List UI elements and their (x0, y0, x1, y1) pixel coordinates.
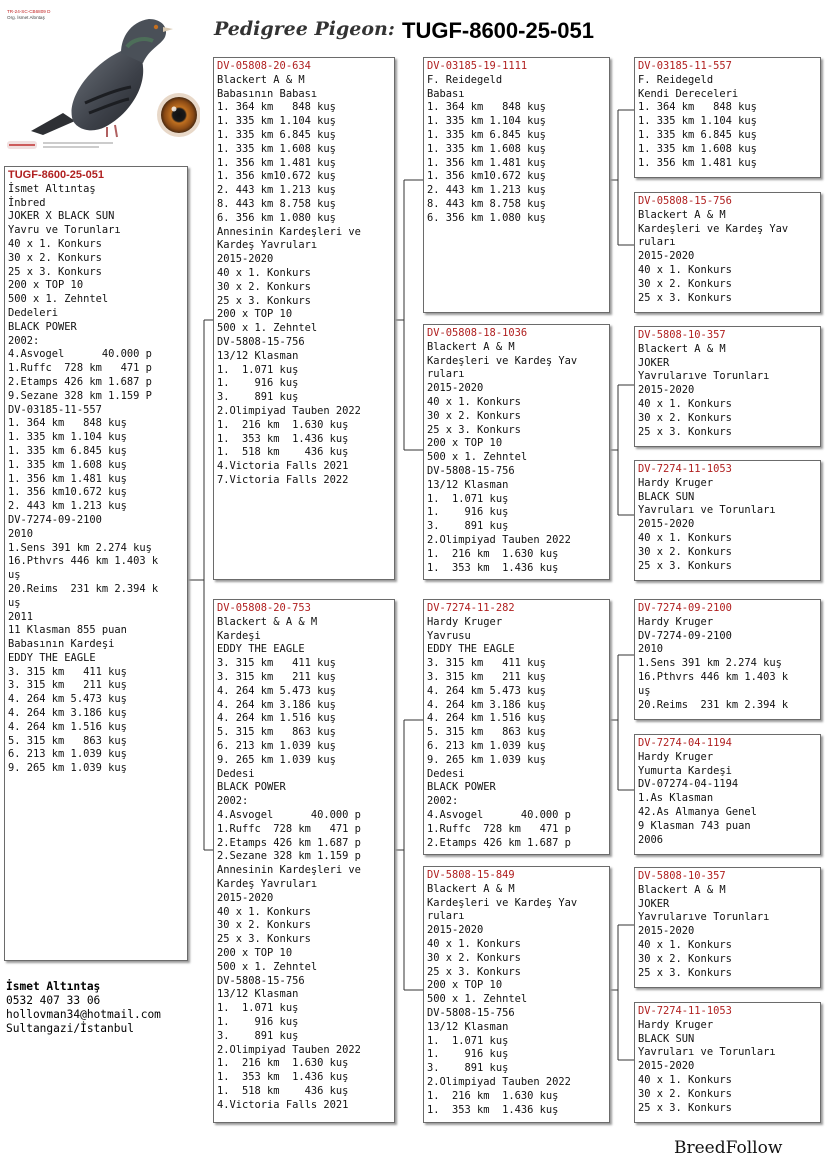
detail-line: Blackert A & M (427, 340, 515, 353)
detail-line: 2015-2020 (638, 250, 695, 263)
detail-line: BLACK POWER (427, 781, 496, 794)
detail-line: 2015-2020 (638, 925, 695, 938)
dam-card (213, 599, 395, 1123)
detail-line: 4.Asvogel 40.000 p (217, 808, 361, 821)
detail-line: 1. 364 km 848 kuş (427, 101, 546, 114)
detail-line: İnbred (8, 196, 46, 209)
sire-sire-dam-details (638, 209, 817, 306)
dam-dam-sire-ring-number: DV-5808-10-357 (638, 870, 726, 882)
detail-line: 40 x 1. Konkurs (638, 397, 732, 410)
detail-line: 1. 364 km 848 kuş (8, 417, 127, 430)
owner-contact (6, 980, 161, 1036)
dam-dam-dam-details (638, 1019, 817, 1116)
sire-sire-card (423, 57, 610, 313)
detail-line: Annesinin Kardeşleri ve (217, 225, 361, 238)
detail-line: 30 x 2. Konkurs (638, 545, 732, 558)
detail-line: BLACK POWER (8, 320, 77, 333)
detail-line: 2010 (8, 527, 34, 540)
detail-line: 1. 356 km10.672 kuş (427, 170, 546, 183)
subject-details (8, 183, 184, 776)
detail-line: DV-5808-15-756 (217, 335, 305, 348)
detail-line: 40 x 1. Konkurs (427, 395, 521, 408)
detail-line: JOKER X BLACK SUN (8, 210, 115, 223)
detail-line: 4. 264 km 5.473 kuş (217, 684, 336, 697)
detail-line: Babasının Kardeşi (8, 638, 115, 651)
dam-dam-dam-card (634, 1002, 821, 1123)
detail-line: 13/12 Klasman (217, 349, 299, 362)
detail-line: EDDY THE EAGLE (427, 643, 515, 656)
detail-line: 1. 916 kuş (427, 1048, 509, 1061)
detail-line: 9 Klasman 743 puan (638, 819, 751, 832)
detail-line: 500 x 1. Zehntel (8, 293, 109, 306)
detail-line: Babası (427, 87, 465, 100)
detail-line: 2015-2020 (217, 253, 274, 266)
detail-line: 500 x 1. Zehntel (217, 322, 318, 335)
detail-line: 3. 891 kuş (427, 1062, 509, 1075)
detail-line: 1. 335 km 1.104 kuş (638, 115, 757, 128)
detail-line: Yavru ve Torunları (8, 224, 121, 237)
detail-line: DV-7274-09-2100 (638, 629, 732, 642)
detail-line: DV-5808-15-756 (427, 464, 515, 477)
detail-line: 2.Etamps 426 km 1.687 p (8, 375, 152, 388)
detail-line: 2.Olimpiyad Tauben 2022 (427, 533, 571, 546)
detail-line: 1. 335 km 1.608 kuş (427, 142, 546, 155)
detail-line: 1. 335 km 1.104 kuş (427, 115, 546, 128)
detail-line: 4. 264 km 5.473 kuş (427, 684, 546, 697)
sire-dam-dam-card (634, 460, 821, 581)
detail-line: 1. 335 km 1.608 kuş (217, 142, 336, 155)
detail-line: BLACK SUN (638, 1032, 695, 1045)
detail-line: 40 x 1. Konkurs (638, 263, 732, 276)
detail-line: 3. 315 km 411 kuş (8, 665, 127, 678)
detail-line: Yavrularıve Torunları (638, 370, 770, 383)
detail-line: 30 x 2. Konkurs (638, 277, 732, 290)
detail-line: Hardy Kruger (638, 1018, 714, 1031)
detail-line: Dedesi (427, 767, 465, 780)
photo-caption-line: TR-24-SC-CB6809 D (7, 9, 51, 14)
detail-line: 40 x 1. Konkurs (638, 938, 732, 951)
sire-sire-sire-ring-number: DV-03185-11-557 (638, 60, 732, 72)
detail-line: 2.Sezane 328 km 1.159 p (217, 850, 361, 863)
dam-sire-dam-ring-number: DV-7274-04-1194 (638, 737, 732, 749)
detail-line: Yavruları ve Torunları (638, 504, 776, 517)
detail-line: İsmet Altıntaş (8, 182, 96, 195)
detail-line: Kardeş Yavruları (217, 239, 318, 252)
detail-line: Blackert A & M (638, 883, 726, 896)
detail-line: 1. 518 km 436 kuş (217, 446, 349, 459)
detail-line: 6. 213 km 1.039 kuş (8, 748, 127, 761)
detail-line: 1. 335 km 1.104 kuş (8, 431, 127, 444)
owner-location: Sultangazi/İstanbul (6, 1022, 134, 1035)
dam-dam-details (427, 883, 606, 1118)
dam-details (217, 616, 391, 1113)
sire-dam-ring-number: DV-05808-18-1036 (427, 327, 528, 339)
detail-line: 1. 335 km 1.608 kuş (8, 458, 127, 471)
owner-phone: 0532 407 33 06 (6, 994, 101, 1007)
detail-line: 200 x TOP 10 (427, 979, 503, 992)
detail-line: 3. 315 km 211 kuş (427, 670, 546, 683)
detail-line: 13/12 Klasman (427, 478, 509, 491)
detail-line: 1.Sens 391 km 2.274 kuş (8, 541, 152, 554)
detail-line: 2.Olimpiyad Tauben 2022 (427, 1075, 571, 1088)
detail-line: 4. 264 km 1.516 kuş (427, 712, 546, 725)
sire-details (217, 74, 391, 488)
subject-pigeon-card (4, 166, 188, 961)
detail-line: 2. 443 km 1.213 kuş (427, 184, 546, 197)
sire-dam-details (427, 341, 606, 576)
detail-line: 1. 364 km 848 kuş (217, 101, 336, 114)
detail-line: 2.Olimpiyad Tauben 2022 (217, 1043, 361, 1056)
detail-line: 1. 353 km 1.436 kuş (427, 1103, 559, 1116)
detail-line: 40 x 1. Konkurs (638, 531, 732, 544)
detail-line: Dedesi (217, 767, 255, 780)
photo-caption-line: Org. İsmet Altıntaş (7, 15, 45, 20)
detail-line: uş (8, 596, 21, 609)
title-ring-number: TUGF-8600-25-051 (402, 18, 594, 43)
detail-line: DV-5808-15-756 (217, 974, 305, 987)
detail-line: Kardeşleri ve Kardeş Yav (427, 354, 578, 367)
detail-line: 500 x 1. Zehntel (427, 993, 528, 1006)
dam-sire-card (423, 599, 610, 855)
detail-line: EDDY THE EAGLE (217, 643, 305, 656)
detail-line: Kardeş Yavruları (217, 877, 318, 890)
detail-line: 1. 356 km 1.481 kuş (217, 156, 336, 169)
detail-line: Hardy Kruger (427, 615, 503, 628)
detail-line: ruları (427, 368, 465, 381)
detail-line: BLACK SUN (638, 490, 695, 503)
detail-line: 6. 213 km 1.039 kuş (427, 739, 546, 752)
detail-line: ruları (427, 910, 465, 923)
detail-line: 40 x 1. Konkurs (427, 937, 521, 950)
detail-line: 1.As Klasman (638, 792, 714, 805)
sire-dam-sire-details (638, 343, 817, 440)
detail-line: 4. 264 km 3.186 kuş (8, 707, 127, 720)
detail-line: 25 x 3. Konkurs (638, 425, 732, 438)
sire-sire-details (427, 74, 606, 226)
detail-line: 200 x TOP 10 (8, 279, 84, 292)
detail-line: 2002: (427, 795, 459, 808)
dam-sire-details (427, 616, 606, 851)
sire-sire-dam-card (634, 192, 821, 313)
photo-caption (7, 9, 59, 21)
detail-line: 9. 265 km 1.039 kuş (217, 753, 336, 766)
detail-line: 30 x 2. Konkurs (427, 951, 521, 964)
detail-line: 1. 356 km 1.481 kuş (8, 472, 127, 485)
detail-line: 500 x 1. Zehntel (427, 451, 528, 464)
detail-line: 1. 216 km 1.630 kuş (427, 547, 559, 560)
dam-dam-dam-ring-number: DV-7274-11-1053 (638, 1005, 732, 1017)
detail-line: 2011 (8, 610, 34, 623)
detail-line: 4.Victoria Falls 2021 (217, 460, 349, 473)
detail-line: Kendi Dereceleri (638, 87, 739, 100)
detail-line: 2002: (217, 795, 249, 808)
detail-line: 1. 335 km 6.845 kuş (8, 444, 127, 457)
detail-line: 1. 364 km 848 kuş (638, 101, 757, 114)
detail-line: 30 x 2. Konkurs (638, 411, 732, 424)
detail-line: 30 x 2. Konkurs (638, 1087, 732, 1100)
detail-line: 13/12 Klasman (427, 1020, 509, 1033)
detail-line: F. Reidegeld (638, 73, 714, 86)
detail-line: 3. 315 km 411 kuş (427, 657, 546, 670)
detail-line: 1. 353 km 1.436 kuş (217, 432, 349, 445)
detail-line: 40 x 1. Konkurs (217, 266, 311, 279)
detail-line: 3. 891 kuş (427, 520, 509, 533)
detail-line: ruları (638, 236, 676, 249)
detail-line: 1. 335 km 6.845 kuş (427, 128, 546, 141)
sire-dam-dam-details (638, 477, 817, 574)
detail-line: 1. 356 km 1.481 kuş (427, 156, 546, 169)
detail-line: 1. 335 km 1.104 kuş (217, 115, 336, 128)
detail-line: 2015-2020 (638, 384, 695, 397)
detail-line: DV-7274-09-2100 (8, 513, 102, 526)
detail-line: 1. 1.071 kuş (427, 1034, 509, 1047)
detail-line: 25 x 3. Konkurs (217, 294, 311, 307)
detail-line: 1. 356 km 1.481 kuş (638, 156, 757, 169)
sire-sire-sire-card (634, 57, 821, 178)
sire-dam-card (423, 324, 610, 580)
detail-line: 200 x TOP 10 (217, 308, 293, 321)
detail-line: 2006 (638, 833, 664, 846)
dam-sire-sire-card (634, 599, 821, 720)
detail-line: 2015-2020 (638, 1060, 695, 1073)
sire-card (213, 57, 395, 580)
detail-line: 2.Etamps 426 km 1.687 p (217, 836, 361, 849)
detail-line: 8. 443 km 8.758 kuş (217, 197, 336, 210)
detail-line: 1. 216 km 1.630 kuş (427, 1089, 559, 1102)
detail-line: 3. 891 kuş (217, 391, 299, 404)
detail-line: 1. 335 km 1.608 kuş (638, 142, 757, 155)
detail-line: 1. 356 km10.672 kuş (8, 486, 127, 499)
detail-line: 11 Klasman 855 puan (8, 624, 127, 637)
detail-line: Yumurta Kardeşi (638, 764, 732, 777)
sire-sire-dam-ring-number: DV-05808-15-756 (638, 195, 732, 207)
detail-line: 6. 356 km 1.080 kuş (217, 211, 336, 224)
detail-line: Dedeleri (8, 306, 59, 319)
detail-line: Kardeşleri ve Kardeş Yav (427, 896, 578, 909)
detail-line: 2015-2020 (217, 891, 274, 904)
detail-line: 25 x 3. Konkurs (217, 933, 311, 946)
detail-line: DV-5808-15-756 (427, 1006, 515, 1019)
detail-line: 2002: (8, 334, 40, 347)
detail-line: 42.As Almanya Genel (638, 805, 757, 818)
pigeon-illustration (3, 3, 200, 153)
detail-line: 1. 356 km10.672 kuş (217, 170, 336, 183)
detail-line: 2. 443 km 1.213 kuş (217, 184, 336, 197)
detail-line: 4. 264 km 3.186 kuş (217, 698, 336, 711)
detail-line: 3. 315 km 211 kuş (8, 679, 127, 692)
detail-line: 4.Asvogel 40.000 p (8, 348, 152, 361)
detail-line: 2015-2020 (427, 382, 484, 395)
detail-line: uş (638, 684, 651, 697)
detail-line: 4. 264 km 5.473 kuş (8, 693, 127, 706)
detail-line: 25 x 3. Konkurs (427, 423, 521, 436)
detail-line: 5. 315 km 863 kuş (427, 726, 546, 739)
detail-line: 30 x 2. Konkurs (427, 409, 521, 422)
detail-line: 9.Sezane 328 km 1.159 P (8, 389, 152, 402)
detail-line: 2. 443 km 1.213 kuş (8, 500, 127, 513)
detail-line: 500 x 1. Zehntel (217, 960, 318, 973)
detail-line: 6. 356 km 1.080 kuş (427, 211, 546, 224)
detail-line: 25 x 3. Konkurs (427, 965, 521, 978)
detail-line: 25 x 3. Konkurs (638, 1101, 732, 1114)
detail-line: 16.Pthvrs 446 km 1.403 k (8, 555, 159, 568)
detail-line: 1. 518 km 436 kuş (217, 1084, 349, 1097)
detail-line: EDDY THE EAGLE (8, 651, 96, 664)
detail-line: Babasının Babası (217, 87, 318, 100)
detail-line: 40 x 1. Konkurs (217, 905, 311, 918)
detail-line: Yavruları ve Torunları (638, 1046, 776, 1059)
detail-line: 7.Victoria Falls 2022 (217, 473, 349, 486)
pigeon-photo (3, 3, 200, 153)
detail-line: 1. 335 km 6.845 kuş (217, 128, 336, 141)
detail-line: 3. 891 kuş (217, 1029, 299, 1042)
dam-sire-ring-number: DV-7274-11-282 (427, 602, 515, 614)
dam-dam-sire-card (634, 867, 821, 988)
dam-sire-dam-card (634, 734, 821, 855)
detail-line: 30 x 2. Konkurs (217, 919, 311, 932)
detail-line: Blackert & A & M (217, 615, 318, 628)
detail-line: 40 x 1. Konkurs (638, 1073, 732, 1086)
detail-line: 16.Pthvrs 446 km 1.403 k (638, 670, 789, 683)
detail-line: 1. 353 km 1.436 kuş (217, 1071, 349, 1084)
detail-line: 2010 (638, 643, 664, 656)
detail-line: 2.Etamps 426 km 1.687 p (427, 836, 571, 849)
detail-line: 4.Asvogel 40.000 p (427, 808, 571, 821)
detail-line: 20.Reims 231 km 2.394 k (8, 582, 159, 595)
detail-line: 25 x 3. Konkurs (638, 559, 732, 572)
detail-line: 30 x 2. Konkurs (8, 251, 102, 264)
title-label: Pedigree Pigeon: (214, 18, 395, 40)
sire-dam-sire-card (634, 326, 821, 447)
detail-line: 1. 916 kuş (217, 377, 299, 390)
detail-line: 1.Ruffc 728 km 471 p (8, 362, 152, 375)
detail-line: 4. 264 km 1.516 kuş (8, 720, 127, 733)
detail-line: Hardy Kruger (638, 476, 714, 489)
detail-line: uş (8, 569, 21, 582)
detail-line: Hardy Kruger (638, 750, 714, 763)
detail-line: F. Reidegeld (427, 73, 503, 86)
sire-ring-number: DV-05808-20-634 (217, 60, 311, 72)
detail-line: 1. 335 km 6.845 kuş (638, 128, 757, 141)
detail-line: JOKER (638, 897, 670, 910)
dam-sire-dam-details (638, 751, 817, 848)
detail-line: Kardeşleri ve Kardeş Yav (638, 222, 789, 235)
detail-line: Annesinin Kardeşleri ve (217, 864, 361, 877)
detail-line: 3. 315 km 411 kuş (217, 657, 336, 670)
detail-line: 4. 264 km 1.516 kuş (217, 712, 336, 725)
detail-line: 13/12 Klasman (217, 988, 299, 1001)
dam-ring-number: DV-05808-20-753 (217, 602, 311, 614)
detail-line: 25 x 3. Konkurs (8, 265, 102, 278)
sire-dam-dam-ring-number: DV-7274-11-1053 (638, 463, 732, 475)
detail-line: Yavrularıve Torunları (638, 911, 770, 924)
detail-line: 1. 216 km 1.630 kuş (217, 418, 349, 431)
sire-dam-sire-ring-number: DV-5808-10-357 (638, 329, 726, 341)
detail-line: 25 x 3. Konkurs (638, 966, 732, 979)
detail-line: 1. 1.071 kuş (427, 492, 509, 505)
detail-line: 1. 1.071 kuş (217, 1002, 299, 1015)
detail-line: 1.Ruffc 728 km 471 p (217, 822, 361, 835)
detail-line: Yavrusu (427, 629, 471, 642)
detail-line: Blackert A & M (638, 208, 726, 221)
detail-line: Hardy Kruger (638, 615, 714, 628)
dam-dam-card (423, 866, 610, 1123)
detail-line: 1. 916 kuş (217, 1015, 299, 1028)
detail-line: Blackert A & M (638, 342, 726, 355)
dam-dam-ring-number: DV-5808-15-849 (427, 869, 515, 881)
detail-line: DV-03185-11-557 (8, 403, 102, 416)
detail-line: 2.Olimpiyad Tauben 2022 (217, 404, 361, 417)
detail-line: 2015-2020 (427, 924, 484, 937)
detail-line: 1. 1.071 kuş (217, 363, 299, 376)
detail-line: 8. 443 km 8.758 kuş (427, 197, 546, 210)
detail-line: 200 x TOP 10 (217, 946, 293, 959)
detail-line: JOKER (638, 356, 670, 369)
detail-line: Blackert A & M (427, 882, 515, 895)
detail-line: 9. 265 km 1.039 kuş (8, 762, 127, 775)
subject-ring-number: TUGF-8600-25-051 (8, 169, 104, 181)
detail-line: 25 x 3. Konkurs (638, 291, 732, 304)
detail-line: 1. 916 kuş (427, 506, 509, 519)
detail-line: 40 x 1. Konkurs (8, 237, 102, 250)
detail-line: 20.Reims 231 km 2.394 k (638, 698, 789, 711)
detail-line: Kardeşi (217, 629, 261, 642)
dam-sire-sire-details (638, 616, 817, 713)
detail-line: 4.Victoria Falls 2021 (217, 1098, 349, 1111)
detail-line: 2015-2020 (638, 518, 695, 531)
detail-line: 9. 265 km 1.039 kuş (427, 753, 546, 766)
detail-line: 5. 315 km 863 kuş (217, 726, 336, 739)
detail-line: BLACK POWER (217, 781, 286, 794)
owner-name: İsmet Altıntaş (6, 980, 101, 993)
dam-dam-sire-details (638, 884, 817, 981)
detail-line: 1.Sens 391 km 2.274 kuş (638, 657, 782, 670)
sire-sire-sire-details (638, 74, 817, 171)
detail-line: 5. 315 km 863 kuş (8, 734, 127, 747)
detail-line: 1. 216 km 1.630 kuş (217, 1057, 349, 1070)
detail-line: DV-07274-04-1194 (638, 778, 739, 791)
detail-line: 6. 213 km 1.039 kuş (217, 739, 336, 752)
owner-email: hollovman34@hotmail.com (6, 1008, 161, 1021)
detail-line: 1. 353 km 1.436 kuş (427, 561, 559, 574)
sire-sire-ring-number: DV-03185-19-1111 (427, 60, 528, 72)
brand-logo-text: BreedFollow (674, 1138, 783, 1158)
detail-line: 30 x 2. Konkurs (217, 280, 311, 293)
detail-line: 1.Ruffc 728 km 471 p (427, 822, 571, 835)
detail-line: 30 x 2. Konkurs (638, 952, 732, 965)
dam-sire-sire-ring-number: DV-7274-09-2100 (638, 602, 732, 614)
detail-line: 200 x TOP 10 (427, 437, 503, 450)
detail-line: 3. 315 km 211 kuş (217, 670, 336, 683)
detail-line: 4. 264 km 3.186 kuş (427, 698, 546, 711)
detail-line: Blackert A & M (217, 73, 305, 86)
